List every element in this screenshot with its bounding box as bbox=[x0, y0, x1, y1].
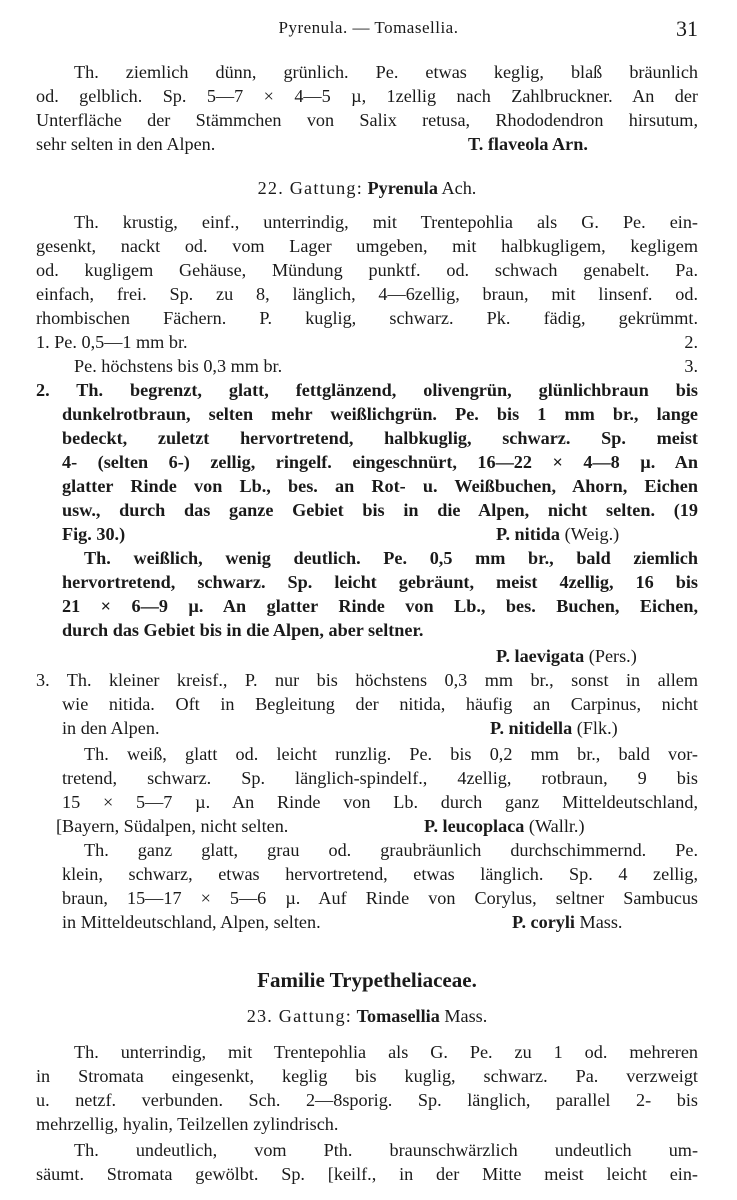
genus-heading bbox=[36, 1004, 698, 1028]
text-line: bedeckt, zuletzt hervortretend, halbkuglig, schwarz. Sp. meist bbox=[62, 428, 698, 448]
genus-name: Pyrenula bbox=[367, 178, 438, 198]
text-line: rhombischen Fächern. P. kuglig, schwarz. Pk. fädig, gekrümmt. bbox=[36, 308, 698, 328]
text-line: od. kugligem Gehäuse, Mündung punktf. od. schwach genabelt. Pa. bbox=[36, 260, 698, 280]
species-line bbox=[62, 522, 698, 546]
text-line: od. gelblich. Sp. 5—7 × 4—5 µ, 1zellig nach Zahlbruckner. An der bbox=[36, 86, 698, 106]
text-line: 4- (selten 6-) zellig, ringelf. eingeschnürt, 16—22 × 4—8 µ. An bbox=[62, 452, 698, 472]
species-line bbox=[36, 644, 698, 668]
key-text: Pe. höchstens bis 0,3 mm br. bbox=[74, 356, 283, 376]
text-line: dunkelrotbraun, selten mehr weißlichgrün. Pe. bis 1 mm br., lange bbox=[62, 404, 698, 424]
species-name: P. laevigata bbox=[496, 646, 585, 666]
text-line: 3. Th. kleiner kreisf., P. nur bis höchstens 0,3 mm br., sonst in allem bbox=[36, 670, 698, 690]
text-line: gesenkt, nackt od. vom Lager umgeben, mit halbkugligem, kegligem bbox=[36, 236, 698, 256]
text-line: Unterfläche der Stämmchen von Salix retusa, Rhododendron hirsutum, bbox=[36, 110, 698, 130]
text-line: klein, schwarz, etwas hervortretend, etwas länglich. Sp. 4 zellig, bbox=[62, 864, 698, 884]
species-name: P. leucoplaca bbox=[424, 816, 525, 836]
species-line bbox=[62, 910, 698, 934]
text-line: Th. weiß, glatt od. leicht runzlig. Pe. bis 0,2 mm br., bald vor- bbox=[84, 744, 698, 764]
text-line: in Stromata eingesenkt, keglig bis kuglig, schwarz. Pa. verzweigt bbox=[36, 1066, 698, 1086]
species-line bbox=[36, 132, 698, 156]
key-target: 2. bbox=[684, 332, 698, 352]
text-fragment: sehr selten in den Alpen. bbox=[36, 134, 216, 154]
genus-author: Mass. bbox=[444, 1006, 488, 1026]
text-line: tretend, schwarz. Sp. länglich-spindelf., 4zellig, rotbraun, 9 bis bbox=[62, 768, 698, 788]
text-line: u. netzf. verbunden. Sch. 2—8sporig. Sp. länglich, parallel 2- bis bbox=[36, 1090, 698, 1110]
genus-author: Ach. bbox=[441, 178, 477, 198]
species-author: (Flk.) bbox=[576, 718, 618, 738]
text-fragment: in Mitteldeutschland, Alpen, selten. bbox=[62, 912, 321, 932]
text-line: Th. ganz glatt, grau od. graubräunlich durchschimmernd. Pe. bbox=[84, 840, 698, 860]
species-author: Mass. bbox=[579, 912, 623, 932]
text-line: glatter Rinde von Lb., bes. an Rot- u. Weißbuchen, Ahorn, Eichen bbox=[62, 476, 698, 496]
text-fragment: in den Alpen. bbox=[62, 718, 160, 738]
text-line: Th. undeutlich, vom Pth. braunschwärzlich undeutlich um- bbox=[74, 1140, 698, 1160]
species-name: P. nitidella bbox=[490, 718, 573, 738]
key-line bbox=[36, 330, 698, 354]
genus-heading bbox=[36, 176, 698, 200]
text-line: 21 × 6—9 µ. An glatter Rinde von Lb., bes. Buchen, Eichen, bbox=[62, 596, 698, 616]
text-line: hervortretend, schwarz. Sp. leicht gebräunt, meist 4zellig, 16 bis bbox=[62, 572, 698, 592]
text-line: säumt. Stromata gewölbt. Sp. [keilf., in der Mitte meist leicht ein- bbox=[36, 1164, 698, 1184]
family-heading: Familie Trypetheliaceae. bbox=[257, 968, 477, 992]
genus-number: 22. Gattung: bbox=[257, 178, 363, 198]
text-line: mehrzellig, hyalin, Teilzellen zylindrisch. bbox=[36, 1114, 339, 1134]
text-line: 2. Th. begrenzt, glatt, fettglänzend, olivengrün, glünlichbraun bis bbox=[36, 380, 698, 400]
species-author: (Weig.) bbox=[564, 524, 620, 544]
species-line bbox=[62, 716, 698, 740]
text-fragment: Fig. 30.) bbox=[62, 524, 126, 544]
text-line: einfach, frei. Sp. zu 8, länglich, 4—6zellig, braun, mit linsenf. od. bbox=[36, 284, 698, 304]
species-author: (Wallr.) bbox=[528, 816, 585, 836]
running-header: Pyrenula. — Tomasellia. bbox=[278, 18, 459, 37]
page-number: 31 bbox=[676, 16, 698, 41]
text-line: Th. ziemlich dünn, grünlich. Pe. etwas keglig, blaß bräunlich bbox=[74, 62, 698, 82]
species-name: P. coryli bbox=[512, 912, 575, 932]
text-line: Th. weißlich, wenig deutlich. Pe. 0,5 mm br., bald ziemlich bbox=[84, 548, 698, 568]
text-line: 15 × 5—7 µ. An Rinde von Lb. durch ganz Mitteldeutschland, bbox=[62, 792, 698, 812]
text-fragment: [Bayern, Südalpen, nicht selten. bbox=[56, 816, 289, 836]
species-line bbox=[56, 814, 698, 838]
text-line: wie nitida. Oft in Begleitung der nitida, häufig an Carpinus, nicht bbox=[62, 694, 698, 714]
species-name: T. flaveola Arn. bbox=[468, 134, 588, 154]
text-line: Th. krustig, einf., unterrindig, mit Trentepohlia als G. Pe. ein- bbox=[74, 212, 698, 232]
text-line: Th. unterrindig, mit Trentepohlia als G. Pe. zu 1 od. mehreren bbox=[74, 1042, 698, 1062]
key-target: 3. bbox=[684, 356, 698, 376]
key-text: 1. Pe. 0,5—1 mm br. bbox=[36, 332, 188, 352]
species-name: P. nitida bbox=[496, 524, 561, 544]
text-line: braun, 15—17 × 5—6 µ. Auf Rinde von Corylus, seltner Sambucus bbox=[62, 888, 698, 908]
text-line: usw., durch das ganze Gebiet bis in die Alpen, nicht selten. (19 bbox=[62, 500, 698, 520]
key-line bbox=[74, 354, 698, 378]
genus-name: Tomasellia bbox=[356, 1006, 440, 1026]
genus-number: 23. Gattung: bbox=[246, 1006, 353, 1026]
text-line: durch das Gebiet bis in die Alpen, aber seltner. bbox=[62, 620, 424, 640]
species-author: (Pers.) bbox=[588, 646, 637, 666]
